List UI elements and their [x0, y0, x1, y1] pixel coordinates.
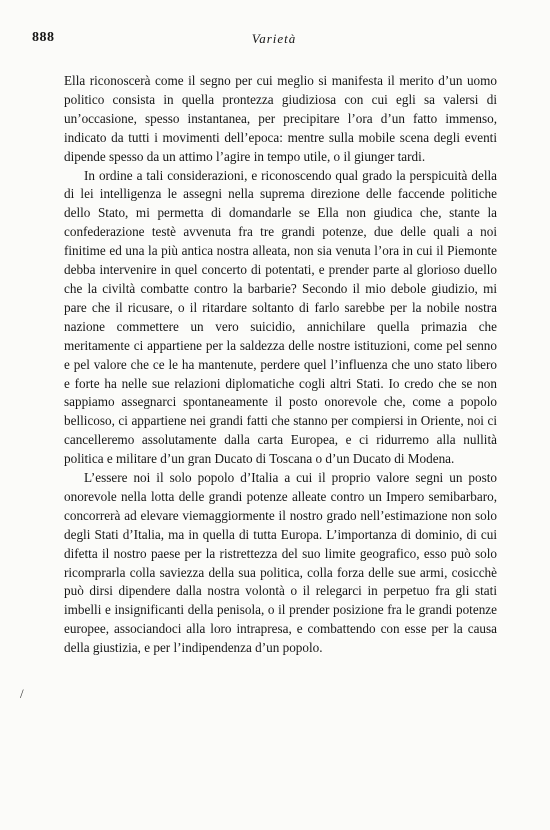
page-number: 888	[32, 30, 55, 45]
paragraph-2: In ordine a tali considerazioni, e riconoscendo qual grado la perspicuità della di lei intelligenza le assegni nella suprema direzione delle faccende politiche dello Stato, mi permetta di domandarle se Ella non giudica che, stante la confederazione testè avvenuta fra tre grandi potenze, due delle quali a noi finitime ed una la più antica nostra alleata, non sia venuta l’ora in cui il Piemonte debba intervenire in quel concerto di potentati, e prender parte al glorioso duello che la civiltà combatte contro la barbarie? Secondo il mio debole giudizio, mi pare che il ricusare, o il ritardare soltanto di farlo sarebbe per la nobile nostra nazione commettere un vero suicidio, annichilare quella primazia che meritamente ci appartiene per la saldezza delle nostre istituzioni, come pel senno e pel valore che ce le ha mantenute, perdere quel l’influenza che uno stato libero e forte ha nelle sue relazioni diplomatiche cogli altri Stati. Io credo che se non sappiamo assegnarci spontaneamente il posto onorevole che, come a popolo bellicoso, ci appartiene nei grandi fatti che stanno per compiersi in Oriente, noi ci cancelleremo assolutamente dalla carta Europea, e ci ridurremo alla nullità politica e militare d’un gran Ducato di Toscana o d’un Ducato di Modena.	[64, 167, 497, 467]
margin-mark: /	[20, 686, 24, 701]
running-title: Varietà	[251, 31, 297, 46]
paragraph-3: L’essere noi il solo popolo d’Italia a cui il proprio valore segni un posto onorevole nella lotta delle grandi potenze alleate contro un Impero semibarbaro, concorrerà ad elevare viemaggiormente il nostro grado nell’estimazione non solo degli Stati d’Italia, ma in quella di tutta Europa. L’importanza di dominio, di cui difetta il nostro paese per la ristrettezza del suo limite geografico, esso può solo ricomprarla colla saviezza della sua politica, colla forza delle sue armi, cosicchè può dirsi dipendere dalla nostra volontà o il relegarci in perpetuo fra gli stati imbelli e insignificanti della penisola, o il prender posizione fra le grandi potenze europee, associandoci alla loro intrapresa, e combattendo con esse per la causa della giustizia, e per l’indipendenza d’un popolo.	[64, 470, 497, 656]
body-text	[64, 72, 497, 658]
paragraph-1: Ella riconoscerà come il segno per cui meglio si manifesta il merito d’un uomo politico consista in quella prontezza giudiziosa con cui egli sa valersi di un’occasione, spesso instantanea, per precipitare l’ora d’un fatto immenso, indicato da tutti i movimenti dell’epoca: mentre sulla mobile scena degli eventi dipende spesso da un attimo l’agire in tempo utile, o il giunger tardi.	[64, 73, 497, 164]
page-header	[32, 30, 516, 50]
